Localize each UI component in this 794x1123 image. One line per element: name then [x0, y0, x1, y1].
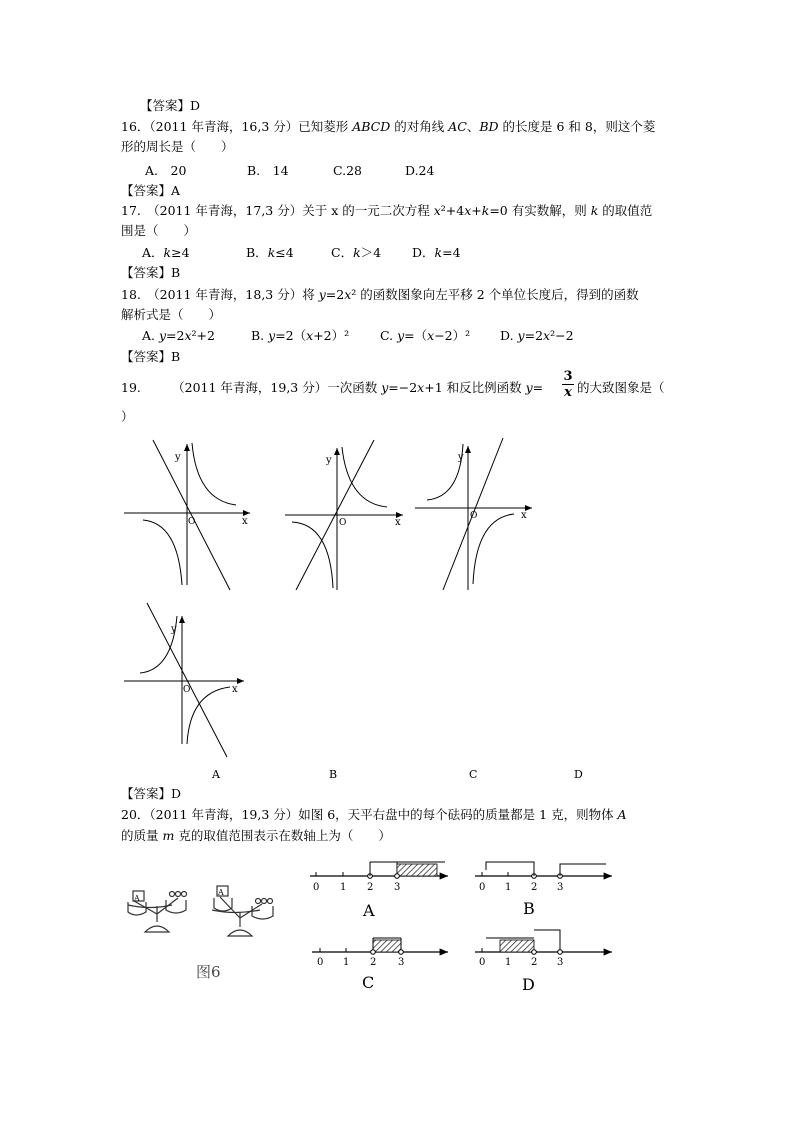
tick-label: 1 [343, 957, 350, 968]
graph-label-b: B [329, 768, 338, 781]
graph-c [415, 438, 532, 590]
q18-option-d: D. y=2x²−2 [500, 328, 574, 343]
tick-label: 3 [557, 882, 564, 893]
question-16-stem: 16．（2011 年青海，16,3 分）已知菱形 ABCD 的对角线 AC、BD 的长度是 6 和 8，则这个菱 [121, 119, 656, 134]
origin-label: O [339, 518, 347, 528]
graph-a [124, 440, 250, 590]
y-label: y [175, 452, 181, 463]
tick-label: 2 [370, 957, 377, 968]
graph-label-a: A [212, 768, 220, 781]
tick-label: 3 [557, 957, 564, 968]
number-line-d [475, 930, 612, 968]
tick-label: 3 [398, 957, 405, 968]
number-line-b [475, 862, 612, 893]
y-label: y [326, 455, 332, 466]
tick-label: 0 [479, 882, 486, 893]
linear-function-line [147, 603, 227, 757]
question-19-stem-end: 的大致图象是（ [577, 380, 665, 395]
question-19-stem-cont: ） [121, 409, 134, 424]
fraction-denominator: x [562, 384, 574, 400]
q17-option-b: B．k≤4 [246, 245, 294, 260]
option-label-c: C [362, 973, 375, 992]
option-label-d: D [522, 975, 535, 994]
q17-option-a: A．k≥4 [142, 245, 190, 260]
q18-option-a: A. y=2x²+2 [142, 328, 215, 343]
q16-option-c: C.28 [333, 163, 362, 178]
question-17-stem-cont: 围是（ ） [121, 223, 197, 238]
tick-label: 3 [394, 882, 401, 893]
figure-caption: 图6 [196, 963, 221, 981]
question-18-stem: 18. （2011 年青海，18,3 分）将 y=2x² 的函数图象向左平移 2 个单位长度后，得到的函数 [121, 287, 639, 302]
q20-figures [0, 840, 794, 1000]
origin-label: O [188, 517, 196, 527]
answer-17: 【答案】B [121, 265, 181, 280]
option-label-a: A [363, 901, 375, 920]
hyperbola-branch [342, 447, 387, 507]
question-17-stem: 17. （2011 年青海，17,3 分）关于 x 的一元二次方程 x²+4x+k=0 有实数解，则 k 的取值范 [121, 203, 653, 218]
origin-label: O [470, 511, 478, 521]
graph-b [285, 440, 403, 590]
question-19-stem: 19. （2011 年青海，19,3 分）一次函数 y=−2x+1 和反比例函数 y= [121, 380, 544, 395]
graph-label-c: C [469, 768, 478, 781]
answer-18: 【答案】B [121, 349, 181, 364]
fraction-numerator: 3 [563, 369, 573, 384]
q16-option-a: A. 20 [145, 163, 187, 178]
tick-label: 1 [505, 957, 512, 968]
q17-option-c: C．k＞4 [331, 245, 382, 260]
answer-19: 【答案】D [121, 786, 182, 801]
q16-option-b: B. 14 [247, 163, 289, 178]
option-label-b: B [523, 899, 535, 918]
hyperbola-branch [187, 687, 230, 744]
hyperbola-branch [143, 520, 182, 585]
graph-label-d: D [574, 768, 583, 781]
hyperbola-branch [473, 514, 514, 584]
x-label: x [521, 510, 527, 521]
tick-label: 2 [531, 957, 538, 968]
hyperbola-branch [192, 443, 236, 505]
question-20-stem: 20．（2011 年青海，19,3 分）如图 6，天平右盘中的每个砝码的质量都是 1 克，则物体 A [121, 807, 627, 822]
object-a-label-2: A [218, 888, 224, 897]
tick-label: 0 [317, 957, 324, 968]
linear-function-line [153, 440, 230, 590]
hyperbola-branch [292, 522, 333, 588]
tick-label: 0 [313, 882, 320, 893]
tick-label: 1 [505, 882, 512, 893]
tick-label: 0 [479, 957, 486, 968]
q18-option-b: B. y=2（x+2）² [251, 328, 350, 343]
q17-option-d: D．k=4 [412, 245, 461, 260]
y-label: y [458, 452, 464, 463]
tick-label: 1 [340, 882, 347, 893]
x-label: x [395, 517, 401, 528]
y-label: y [171, 624, 177, 635]
question-16-stem-cont: 形的周长是（ ） [121, 139, 234, 154]
x-label: x [242, 516, 248, 527]
q16-option-d: D.24 [405, 163, 435, 178]
q18-option-c: C. y=（x−2）² [380, 328, 471, 343]
balance-figure [128, 886, 273, 936]
tick-label: 2 [531, 882, 538, 893]
answer-16: 【答案】A [121, 183, 181, 198]
origin-label: O [183, 685, 191, 695]
object-a-label-1: A [134, 894, 140, 903]
graph-d [124, 603, 244, 757]
number-line-c [312, 938, 448, 968]
x-label: x [232, 684, 238, 695]
question-20-stem-cont: 的质量 m 克的取值范围表示在数轴上为（ ） [121, 828, 391, 843]
tick-label: 2 [367, 882, 374, 893]
question-18-stem-cont: 解析式是（ ） [121, 307, 222, 322]
number-line-a [310, 862, 448, 893]
answer-15: 【答案】D [140, 98, 201, 113]
